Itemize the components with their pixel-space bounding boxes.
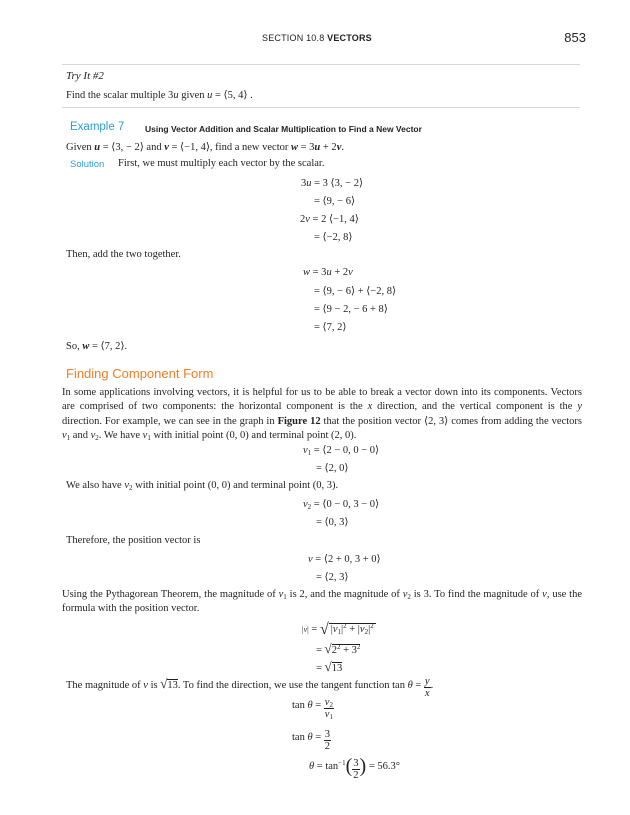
therefore-text: Therefore, the position vector is — [66, 535, 201, 546]
equation-line: 2v = 2 ⟨−1, 4⟩ — [300, 214, 359, 225]
equation-line: $v_1$ = ⟨2 − 0, 0 − 0⟩ — [303, 445, 380, 457]
example-title: Using Vector Addition and Scalar Multiplication to Find a New Vector — [145, 124, 422, 134]
page-number: 853 — [564, 30, 586, 45]
equation-line: v = ⟨2 + 0, 3 + 0⟩ — [308, 554, 381, 565]
pythagorean-paragraph: Using the Pythagorean Theorem, the magnitude of $v_1$ is 2, and the magnitude of $v_2$ is 3. To find the magnitude of v, use the formula with the position vector. — [62, 589, 583, 615]
equation-line: = ⟨−2, 8⟩ — [314, 232, 353, 243]
equation-line: |v| = √ $|v_1|^2 + |v_2|^2$ — [302, 621, 374, 638]
section-heading: Finding Component Form — [66, 366, 214, 381]
equation-line: $\theta = \tan^{-1}$( $\frac{3}{2}$ ) = 56.3° — [309, 755, 400, 781]
then-text: Then, add the two together. — [66, 249, 181, 260]
solution-text: First, we must multiply each vector by the scalar. — [118, 158, 325, 169]
so-text: So, w = ⟨7, 2⟩. — [66, 341, 128, 352]
equation-line: = ⟨7, 2⟩ — [314, 322, 347, 333]
section-number: SECTION 10.8 — [262, 33, 325, 43]
example-given: Given u = ⟨3, − 2⟩ and v = ⟨−1, 4⟩, find a new vector w = 3u + 2v. — [66, 142, 344, 153]
divider — [62, 64, 580, 65]
example-label: Example 7 — [70, 121, 125, 133]
equation-line: = ⟨0, 3⟩ — [316, 517, 349, 528]
equation-line: = ⟨9 − 2, − 6 + 8⟩ — [314, 304, 388, 315]
running-header — [262, 33, 372, 43]
section-title: VECTORS — [327, 33, 372, 43]
equation-line: w = 3u + 2v — [303, 267, 353, 278]
equation-line: = ⟨2, 0⟩ — [316, 463, 349, 474]
equation-line: $v_2$ = ⟨0 − 0, 3 − 0⟩ — [303, 499, 380, 511]
equation-line: = ⟨9, − 6⟩ — [314, 196, 356, 207]
equation-line: tan θ = $\frac{3}{2}$ — [292, 729, 331, 752]
equation-line: = ⟨2, 3⟩ — [316, 572, 349, 583]
try-it-prompt: Find the scalar multiple 3u given u = ⟨5, 4⟩ . — [66, 90, 253, 101]
equation-line: = ⟨9, − 6⟩ + ⟨−2, 8⟩ — [314, 286, 397, 297]
try-it-label: Try It #2 — [66, 70, 104, 82]
solution-label: Solution — [70, 159, 105, 170]
divider — [62, 107, 580, 108]
equation-line: tan θ = $\frac{v_2}{v_1}$ — [292, 697, 333, 721]
magnitude-text: The magnitude of v is √13. To find the direction, we use the tangent function tan θ = $\frac{y}{x}$ . — [66, 676, 434, 699]
equation-line: = √13 — [316, 659, 343, 674]
equation-line: 3u = 3 ⟨3, − 2⟩ — [301, 178, 364, 189]
intro-paragraph: In some applications involving vectors, it is helpful for us to be able to break a vector down into its components. Vectors are comprised of two components: the horizontal component is the x direction, and the vertical component is the y direction. For example, we can see in the graph in Figure 12 that the position vector ⟨2, 3⟩ comes from adding the vectors $v_1$ and $v_2$. We have $v_1$ with initial point (0, 0) and terminal point (2, 0). — [62, 387, 583, 442]
equation-line: = $√2^2 + 3^2$ — [316, 641, 361, 656]
also-text: We also have $v_2$ with initial point (0, 0) and terminal point (0, 3). — [66, 480, 339, 492]
